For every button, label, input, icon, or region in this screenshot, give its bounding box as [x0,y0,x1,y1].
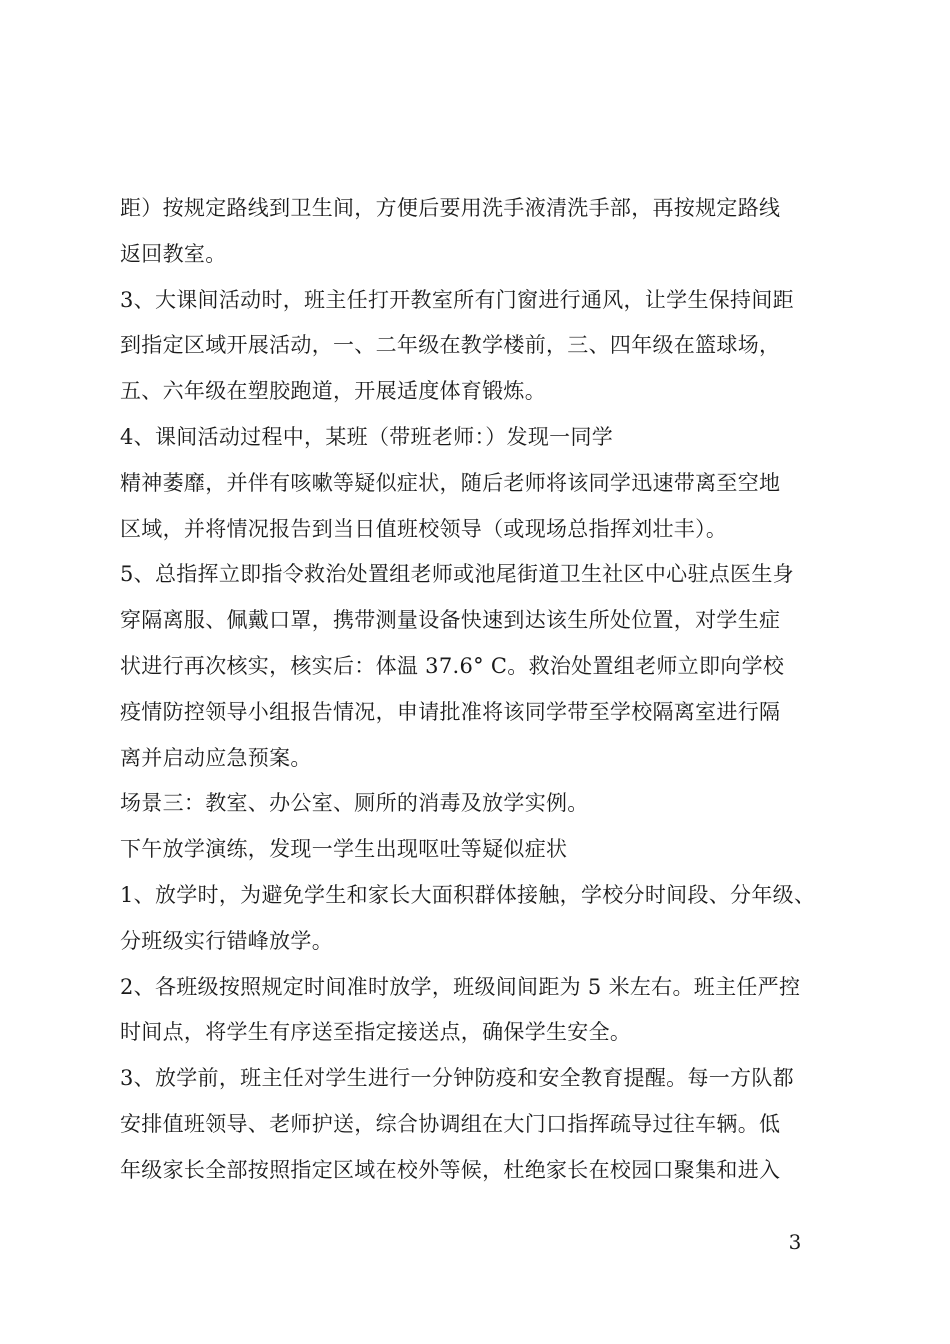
text-line: 3、大课间活动时，班主任打开教室所有门窗进行通风，让学生保持间距 [120,287,794,312]
text-line: 时间点，将学生有序送至指定接送点，确保学生安全。 [120,1020,632,1045]
text-line: 返回教室。 [120,241,227,266]
text-line: 4、课间活动过程中，某班（带班老师：）发现一同学 [120,424,614,449]
text-line: 到指定区域开展活动，一、二年级在教学楼前，三、四年级在篮球场， [120,333,781,358]
text-line: 距）按规定路线到卫生间，方便后要用洗手液清洗手部，再按规定路线 [120,196,781,220]
text-line: 疫情防控领导小组报告情况，申请批准将该同学带至学校隔离室进行隔 [120,699,781,724]
text-line: 分班级实行错峰放学。 [120,928,333,953]
text-line: 年级家长全部按照指定区域在校外等候，杜绝家长在校园口聚集和进入 [120,1157,781,1182]
section-heading: 场景三：教室、办公室、厕所的消毒及放学实例。 [120,791,589,816]
text-line: 5、总指挥立即指令救治处置组老师或池尾街道卫生社区中心驻点医生身 [120,562,794,587]
text-line: 穿隔离服、佩戴口罩，携带测量设备快速到达该生所处位置，对学生症 [120,608,781,633]
text-line: 区域，并将情况报告到当日值班校领导（或现场总指挥刘壮丰）。 [120,516,728,541]
text-line: 精神萎靡，并伴有咳嗽等疑似症状，随后老师将该同学迅速带离至空地 [120,470,781,495]
text-line: 状进行再次核实，核实后：体温 37.6° C。救治处置组老师立即向学校 [120,653,785,678]
text-line: 下午放学演练，发现一学生出现呕吐等疑似症状 [120,837,568,862]
document-body [120,186,840,1194]
page-number: 3 [788,1230,802,1254]
text-line: 1、放学时，为避免学生和家长大面积群体接触，学校分时间段、分年级、 [120,882,816,907]
text-line: 五、六年级在塑胶跑道，开展适度体育锻炼。 [120,379,546,404]
text-line: 2、各班级按照规定时间准时放学，班级间间距为 5 米左右。班主任严控 [120,974,801,999]
text-line: 安排值班领导、老师护送，综合协调组在大门口指挥疏导过往车辆。低 [120,1111,781,1136]
text-line: 离并启动应急预案。 [120,745,312,770]
text-line: 3、放学前，班主任对学生进行一分钟防疫和安全教育提醒。每一方队都 [120,1066,794,1091]
